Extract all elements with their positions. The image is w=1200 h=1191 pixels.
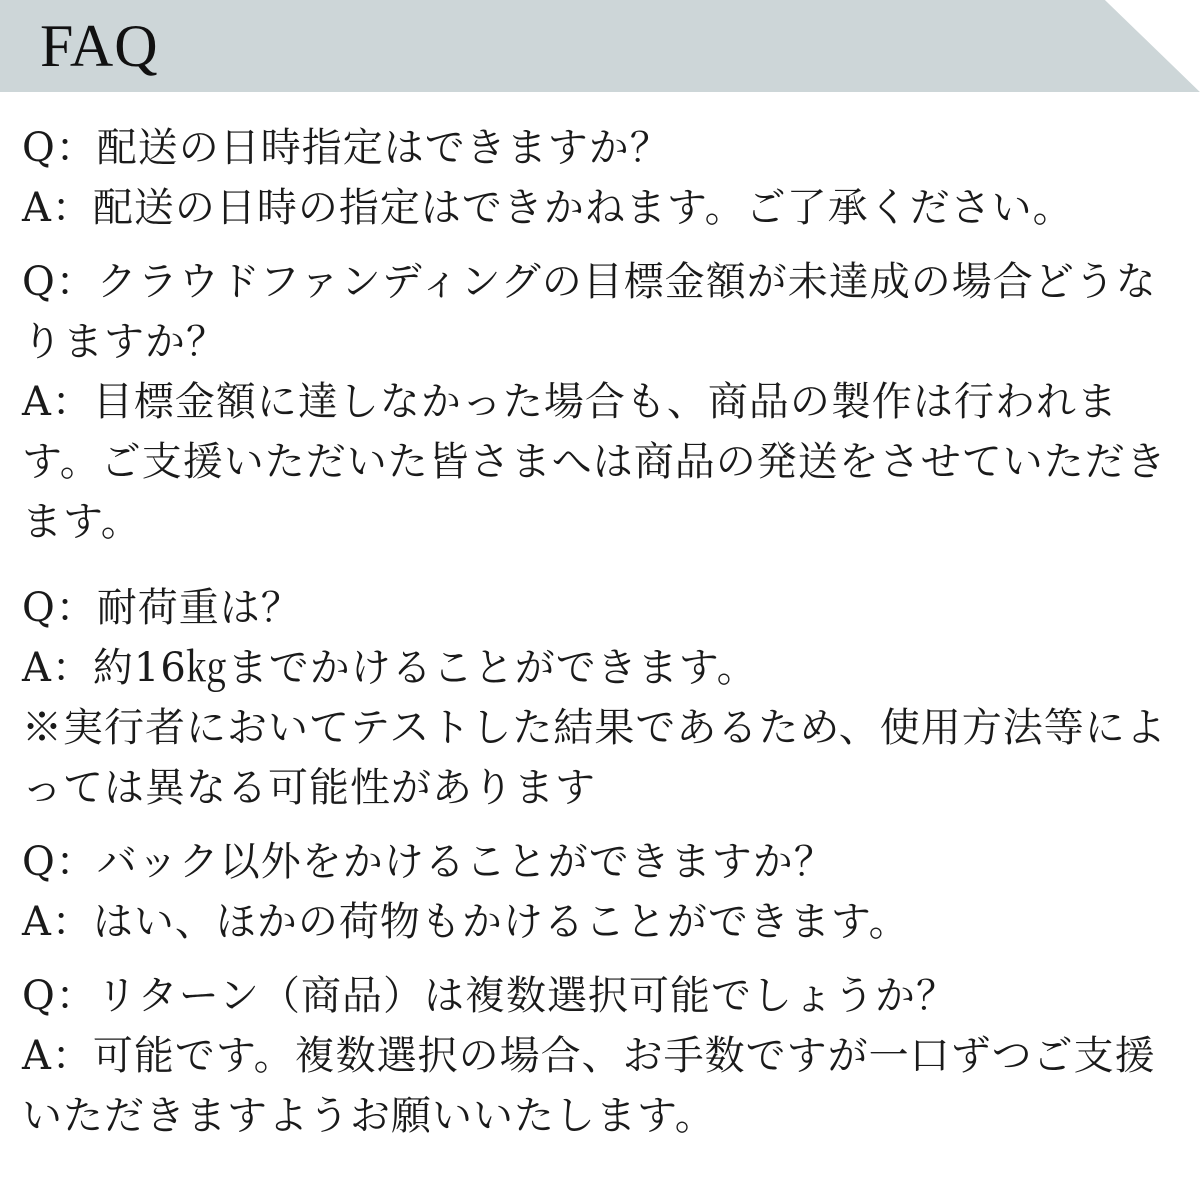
faq-question: Q：バック以外をかけることができますか？ [22,839,835,885]
faq-question: Q：クラウドファンディングの目標金額が未達成の場合どうなりますか？ [22,259,1157,365]
faq-answer: A：約16㎏までかけることができます。 [22,645,758,691]
faq-question: Q：配送の日時指定はできますか？ [22,125,671,171]
faq-answer: A：配送の日時の指定はできかねます。ご了承ください。 [22,185,1074,231]
faq-item-delivery-date [22,118,1187,238]
faq-answer-note: ※実行者においてテストした結果であるため、使用方法等によっては異なる可能性があります [22,705,1167,811]
faq-question: Q：リターン（商品）は複数選択可能でしょうか？ [22,973,957,1019]
faq-question: Q：耐荷重は？ [22,585,302,631]
faq-list [22,118,1187,1160]
faq-item-load-capacity [22,578,1187,818]
faq-item-funding-goal [22,252,1187,552]
faq-item-other-items [22,832,1187,952]
faq-item-multiple-returns [22,966,1187,1146]
header-background [0,0,1200,92]
faq-answer: A：目標金額に達しなかった場合も、商品の製作は行われます。ご支援いただいた皆さまへは商品の発送をさせていただきます。 [22,379,1167,545]
faq-answer: A：はい、ほかの荷物もかけることができます。 [22,899,910,945]
faq-header [0,0,1200,92]
faq-answer: A：可能です。複数選択の場合、お手数ですが一口ずつご支援いただきますようお願いいたします。 [22,1033,1156,1139]
page-title: FAQ [40,13,159,79]
